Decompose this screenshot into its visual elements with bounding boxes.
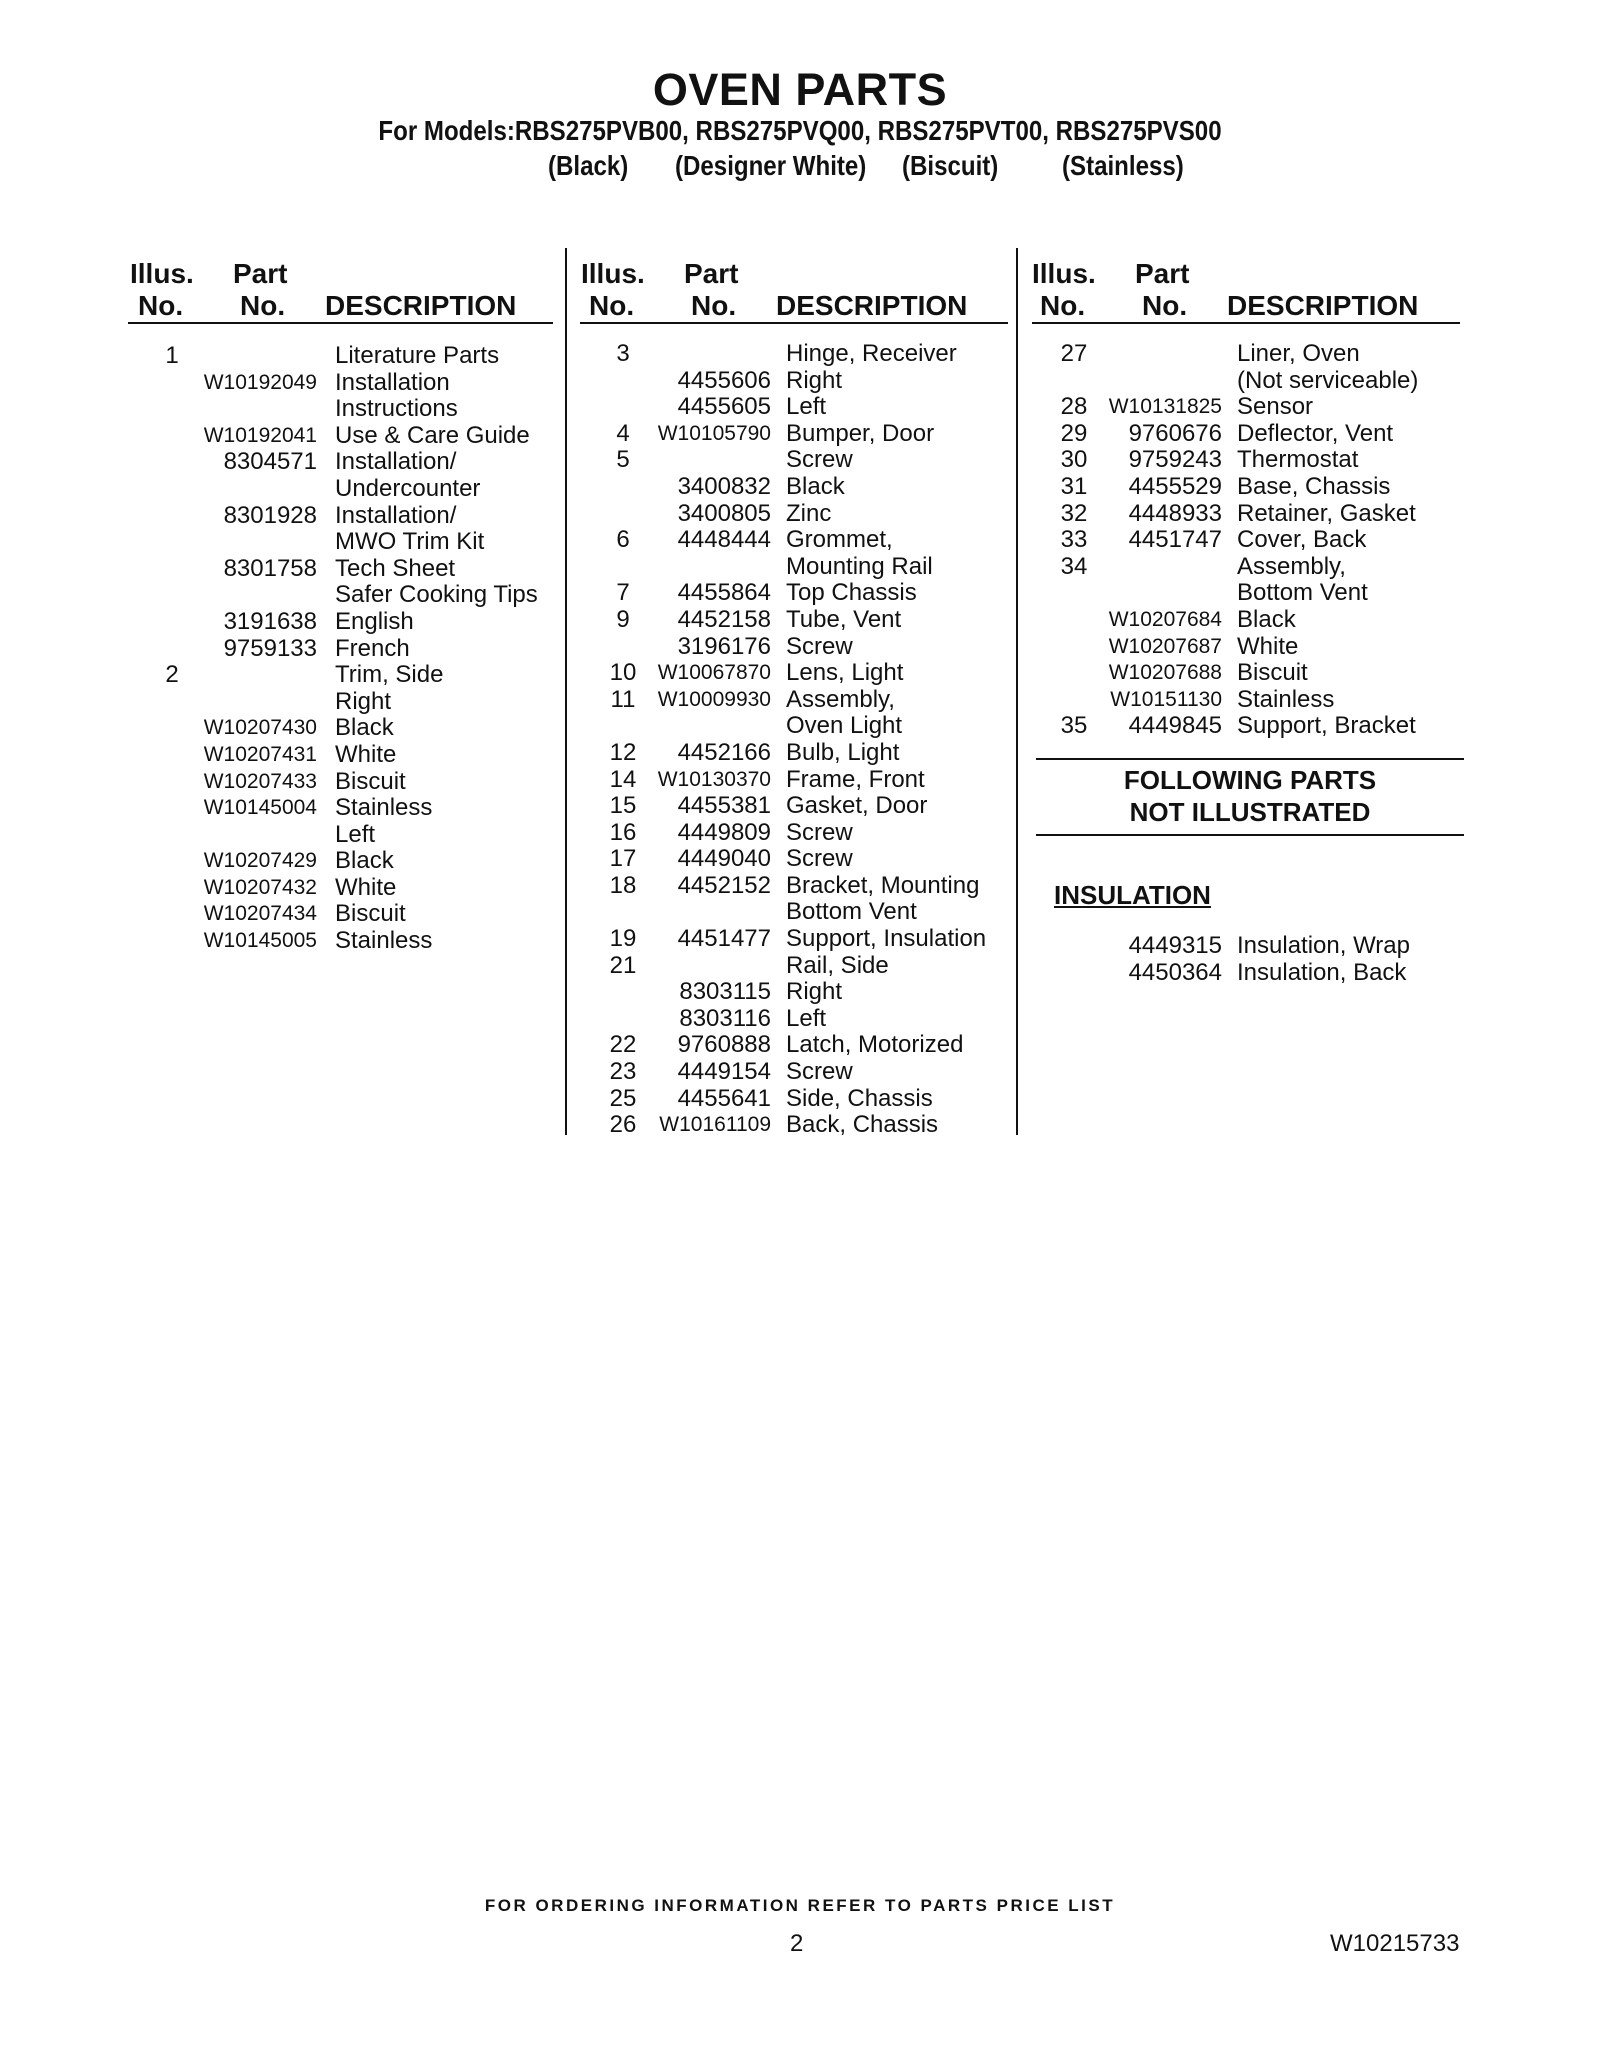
part-row <box>1054 500 1464 527</box>
part-description: Tube, Vent <box>786 605 902 633</box>
part-description: Safer Cooking Tips <box>335 581 538 609</box>
part-row <box>603 1031 1013 1058</box>
part-number: W10207430 <box>203 716 317 740</box>
part-row <box>603 606 1013 633</box>
part-number: 4455864 <box>677 579 771 607</box>
part-number: W10009930 <box>657 687 771 711</box>
part-row <box>603 819 1013 846</box>
description-header: DESCRIPTION <box>325 290 517 321</box>
part-number: W10145005 <box>203 929 317 953</box>
illus-number: 31 <box>1060 472 1088 500</box>
illus-number: 6 <box>616 526 630 554</box>
part-number: 4449154 <box>677 1058 771 1086</box>
part-number: W10207432 <box>203 875 317 899</box>
part-number: 4452152 <box>677 871 771 899</box>
col1-header-rule <box>128 322 553 324</box>
part-number: 4455605 <box>677 393 771 421</box>
part-description: Zinc <box>786 499 832 527</box>
part-row <box>152 874 552 901</box>
illus-number: 10 <box>609 659 637 687</box>
part-number: 4450364 <box>1128 958 1222 986</box>
part-row <box>152 528 552 555</box>
variant-biscuit: (Biscuit) <box>902 150 999 181</box>
part-description: Support, Insulation <box>786 925 987 953</box>
part-row <box>152 661 552 688</box>
part-number: 9759243 <box>1128 446 1222 474</box>
part-row <box>603 659 1013 686</box>
column-divider-2 <box>1016 248 1018 1135</box>
part-row <box>1054 959 1464 986</box>
part-description: Screw <box>786 632 853 660</box>
part-row <box>152 714 552 741</box>
part-number: 4448444 <box>677 526 771 554</box>
part-row <box>603 420 1013 447</box>
part-description: MWO Trim Kit <box>335 528 485 556</box>
ordering-note: FOR ORDERING INFORMATION REFER TO PARTS PRICE LIST <box>484 1896 1116 1915</box>
part-number: 8301758 <box>223 554 317 582</box>
illus-header: Illus. No. <box>1032 258 1096 321</box>
part-row <box>603 526 1013 553</box>
part-row <box>1054 393 1464 420</box>
variant-black: (Black) <box>548 150 629 181</box>
illus-number: 19 <box>609 925 637 953</box>
not-illustrated-heading: FOLLOWING PARTS NOT ILLUSTRATED <box>1123 765 1377 827</box>
part-row <box>152 927 552 954</box>
description-header: DESCRIPTION <box>776 290 968 321</box>
part-description: Retainer, Gasket <box>1237 499 1416 527</box>
part-row <box>1054 526 1464 553</box>
part-row <box>1054 712 1464 739</box>
variant-designer-white: (Designer White) <box>675 150 867 181</box>
part-row <box>152 581 552 608</box>
part-number: W10130370 <box>657 767 771 791</box>
illus-number: 32 <box>1060 499 1088 527</box>
part-row <box>603 1058 1013 1085</box>
part-description: Black <box>1237 605 1296 633</box>
part-number: 8301928 <box>223 501 317 529</box>
part-description: Screw <box>786 845 853 873</box>
part-number: W10207687 <box>1108 634 1222 658</box>
part-number: W10161109 <box>659 1113 771 1137</box>
insulation-heading: INSULATION <box>1054 880 1211 910</box>
part-description: Instructions <box>335 395 458 423</box>
part-description: Sensor <box>1237 393 1314 421</box>
part-row <box>603 1005 1013 1032</box>
part-description: Black <box>786 472 845 500</box>
part-description: Frame, Front <box>786 765 925 793</box>
part-row <box>1054 420 1464 447</box>
part-description: Oven Light <box>786 712 903 740</box>
part-description: Stainless <box>335 927 433 955</box>
part-row <box>603 500 1013 527</box>
part-description: Lens, Light <box>786 659 904 687</box>
part-description: Grommet, <box>786 526 893 554</box>
part-header: Part No. <box>233 258 288 321</box>
document-number: W10215733 <box>1330 1930 1460 1957</box>
part-description: Right <box>335 687 392 715</box>
part-number: W10131825 <box>1108 395 1222 419</box>
col2-parts-list <box>603 340 1013 1138</box>
part-description: Installation/ <box>335 448 457 476</box>
part-row <box>1054 686 1464 713</box>
illus-number: 26 <box>609 1111 637 1139</box>
models-subtitle: For Models:RBS275PVB00, RBS275PVQ00, RBS275PVT00, RBS275PVS00 <box>378 115 1222 146</box>
part-number: 4451477 <box>677 925 771 953</box>
part-row <box>603 845 1013 872</box>
part-description: Side, Chassis <box>786 1084 933 1112</box>
part-description: Hinge, Receiver <box>786 340 957 367</box>
illus-number: 27 <box>1060 340 1088 367</box>
part-description: Use & Care Guide <box>335 421 530 449</box>
part-number: W10192049 <box>203 370 317 394</box>
part-number: 4455641 <box>677 1084 771 1112</box>
part-row <box>1054 579 1464 606</box>
part-description: White <box>335 740 397 768</box>
illus-number: 28 <box>1060 393 1088 421</box>
part-number: W10207433 <box>203 769 317 793</box>
part-description: Right <box>786 366 843 394</box>
part-description: Right <box>786 978 843 1006</box>
illus-number: 34 <box>1060 552 1088 580</box>
part-number: 4452166 <box>677 738 771 766</box>
not-illustrated-top-rule <box>1036 758 1464 760</box>
part-number: W10207431 <box>203 742 317 766</box>
illus-number: 11 <box>610 685 636 713</box>
part-description: Bracket, Mounting <box>786 871 980 899</box>
part-description: Insulation, Wrap <box>1237 932 1410 959</box>
part-description: Latch, Motorized <box>786 1031 964 1059</box>
part-description: Assembly, <box>1237 552 1346 580</box>
part-description: Assembly, <box>786 685 895 713</box>
part-header: Part No. <box>684 258 739 321</box>
illus-number: 2 <box>165 661 179 689</box>
part-row <box>152 608 552 635</box>
part-description: Left <box>335 820 376 848</box>
part-row <box>603 633 1013 660</box>
part-description: Screw <box>786 1058 853 1086</box>
part-number: 4452158 <box>677 605 771 633</box>
part-description: Installation/ <box>335 501 457 529</box>
part-row <box>603 712 1013 739</box>
part-row <box>603 553 1013 580</box>
part-number: 4455529 <box>1128 472 1222 500</box>
part-description: White <box>335 873 397 901</box>
illus-number: 17 <box>609 845 637 873</box>
part-number: 4449809 <box>677 818 771 846</box>
part-description: (Not serviceable) <box>1237 366 1419 394</box>
part-row <box>603 925 1013 952</box>
part-description: Support, Bracket <box>1237 712 1416 740</box>
part-description: White <box>1237 632 1299 660</box>
part-row <box>1054 473 1464 500</box>
part-row <box>1054 606 1464 633</box>
part-description: Screw <box>786 818 853 846</box>
illus-number: 18 <box>609 871 637 899</box>
part-description: Left <box>786 1004 827 1032</box>
part-number: W10207688 <box>1108 661 1222 685</box>
part-row <box>152 847 552 874</box>
col1-parts-list <box>152 342 552 954</box>
part-row <box>152 635 552 662</box>
part-row <box>603 473 1013 500</box>
part-row <box>603 739 1013 766</box>
part-row <box>1054 553 1464 580</box>
illus-number: 4 <box>616 419 630 447</box>
part-description: Trim, Side <box>335 661 444 689</box>
illus-number: 22 <box>609 1031 637 1059</box>
part-number: 9760888 <box>677 1031 771 1059</box>
part-row <box>152 475 552 502</box>
part-description: Deflector, Vent <box>1237 419 1394 447</box>
part-number: 9760676 <box>1128 419 1222 447</box>
part-row <box>1054 367 1464 394</box>
part-row <box>152 342 552 369</box>
part-number: 3400832 <box>677 472 771 500</box>
illus-number: 30 <box>1060 446 1088 474</box>
insulation-parts-list <box>1054 932 1464 985</box>
part-description: Stainless <box>335 794 433 822</box>
variant-stainless: (Stainless) <box>1062 150 1184 181</box>
illus-number: 23 <box>609 1058 637 1086</box>
part-row <box>152 741 552 768</box>
illus-number: 1 <box>165 342 179 369</box>
part-row <box>603 898 1013 925</box>
col3-parts-list <box>1054 340 1464 739</box>
part-description: Top Chassis <box>786 579 917 607</box>
part-description: Bulb, Light <box>786 738 900 766</box>
part-row <box>603 579 1013 606</box>
illus-number: 21 <box>609 951 637 979</box>
illus-number: 12 <box>609 738 637 766</box>
part-row <box>152 821 552 848</box>
part-number: 3196176 <box>677 632 771 660</box>
part-description: Biscuit <box>1237 659 1308 687</box>
part-description: Base, Chassis <box>1237 472 1391 500</box>
part-row <box>152 502 552 529</box>
part-number: W10207434 <box>203 902 317 926</box>
part-description: Thermostat <box>1237 446 1359 474</box>
col2-header-rule <box>580 322 1008 324</box>
part-row <box>603 393 1013 420</box>
part-row <box>603 340 1013 367</box>
part-row <box>1054 446 1464 473</box>
illus-number: 7 <box>616 579 630 607</box>
part-description: Tech Sheet <box>335 554 456 582</box>
part-description: Installation <box>335 368 450 396</box>
part-description: Insulation, Back <box>1237 958 1407 986</box>
part-row <box>603 872 1013 899</box>
part-number: 8303116 <box>679 1004 771 1032</box>
part-number: 3400805 <box>677 499 771 527</box>
part-number: 4455381 <box>677 792 771 820</box>
part-row <box>603 766 1013 793</box>
part-number: 9759133 <box>223 634 317 662</box>
part-number: 8303115 <box>679 978 771 1006</box>
page-number: 2 <box>790 1930 804 1957</box>
column-divider-1 <box>565 248 567 1135</box>
illus-header: Illus. No. <box>130 258 194 321</box>
part-description: Stainless <box>1237 685 1335 713</box>
part-number: 4451747 <box>1128 526 1222 554</box>
part-description: Back, Chassis <box>786 1111 939 1139</box>
not-illustrated-bottom-rule <box>1036 834 1464 836</box>
part-number: 8304571 <box>223 448 317 476</box>
part-description: Biscuit <box>335 767 406 795</box>
illus-number: 9 <box>616 605 630 633</box>
part-row <box>1054 932 1464 959</box>
illus-number: 33 <box>1060 526 1088 554</box>
illus-number: 35 <box>1060 712 1088 740</box>
part-description: Screw <box>786 446 853 474</box>
part-number: W10207429 <box>203 849 317 873</box>
part-number: 4449040 <box>677 845 771 873</box>
part-number: 4455606 <box>677 366 771 394</box>
illus-number: 3 <box>616 340 630 367</box>
part-description: Black <box>335 847 394 875</box>
col3-header-rule <box>1032 322 1460 324</box>
part-description: Left <box>786 393 827 421</box>
part-row <box>1054 633 1464 660</box>
part-row <box>603 367 1013 394</box>
part-row <box>152 395 552 422</box>
part-number: 4449845 <box>1128 712 1222 740</box>
part-row <box>603 978 1013 1005</box>
part-number: 4448933 <box>1128 499 1222 527</box>
part-description: Bumper, Door <box>786 419 935 447</box>
part-number: W10151130 <box>1110 687 1222 711</box>
part-number: W10067870 <box>657 661 771 685</box>
part-number: W10207684 <box>1108 607 1222 631</box>
part-row <box>603 1085 1013 1112</box>
part-number: W10105790 <box>657 421 771 445</box>
part-row <box>603 1111 1013 1138</box>
illus-number: 14 <box>609 765 637 793</box>
part-number: 4449315 <box>1128 932 1222 959</box>
illus-number: 29 <box>1060 419 1088 447</box>
part-row <box>603 952 1013 979</box>
part-row <box>152 448 552 475</box>
part-row <box>603 686 1013 713</box>
part-row <box>152 768 552 795</box>
part-description: Undercounter <box>335 474 481 502</box>
part-description: Black <box>335 714 394 742</box>
illus-number: 16 <box>609 818 637 846</box>
part-row <box>152 369 552 396</box>
part-row <box>1054 340 1464 367</box>
part-description: Literature Parts <box>335 342 500 369</box>
part-description: Liner, Oven <box>1237 340 1360 367</box>
part-row <box>603 446 1013 473</box>
part-header: Part No. <box>1135 258 1190 321</box>
part-description: French <box>335 634 410 662</box>
part-description: Rail, Side <box>786 951 889 979</box>
page-title: OVEN PARTS <box>652 64 948 115</box>
illus-number: 5 <box>616 446 630 474</box>
part-number: 3191638 <box>223 607 317 635</box>
part-number: W10145004 <box>203 796 317 820</box>
part-row <box>152 688 552 715</box>
illus-number: 15 <box>609 792 637 820</box>
part-description: Bottom Vent <box>786 898 917 926</box>
illus-header: Illus. No. <box>581 258 645 321</box>
part-row <box>152 422 552 449</box>
part-description: Bottom Vent <box>1237 579 1368 607</box>
part-description: English <box>335 607 414 635</box>
part-row <box>152 555 552 582</box>
part-row <box>152 794 552 821</box>
illus-number: 25 <box>609 1084 637 1112</box>
part-description: Gasket, Door <box>786 792 928 820</box>
description-header: DESCRIPTION <box>1227 290 1419 321</box>
part-row <box>152 900 552 927</box>
part-description: Cover, Back <box>1237 526 1367 554</box>
part-description: Mounting Rail <box>786 552 933 580</box>
part-row <box>603 792 1013 819</box>
part-description: Biscuit <box>335 900 406 928</box>
part-row <box>1054 659 1464 686</box>
part-number: W10192041 <box>203 423 317 447</box>
